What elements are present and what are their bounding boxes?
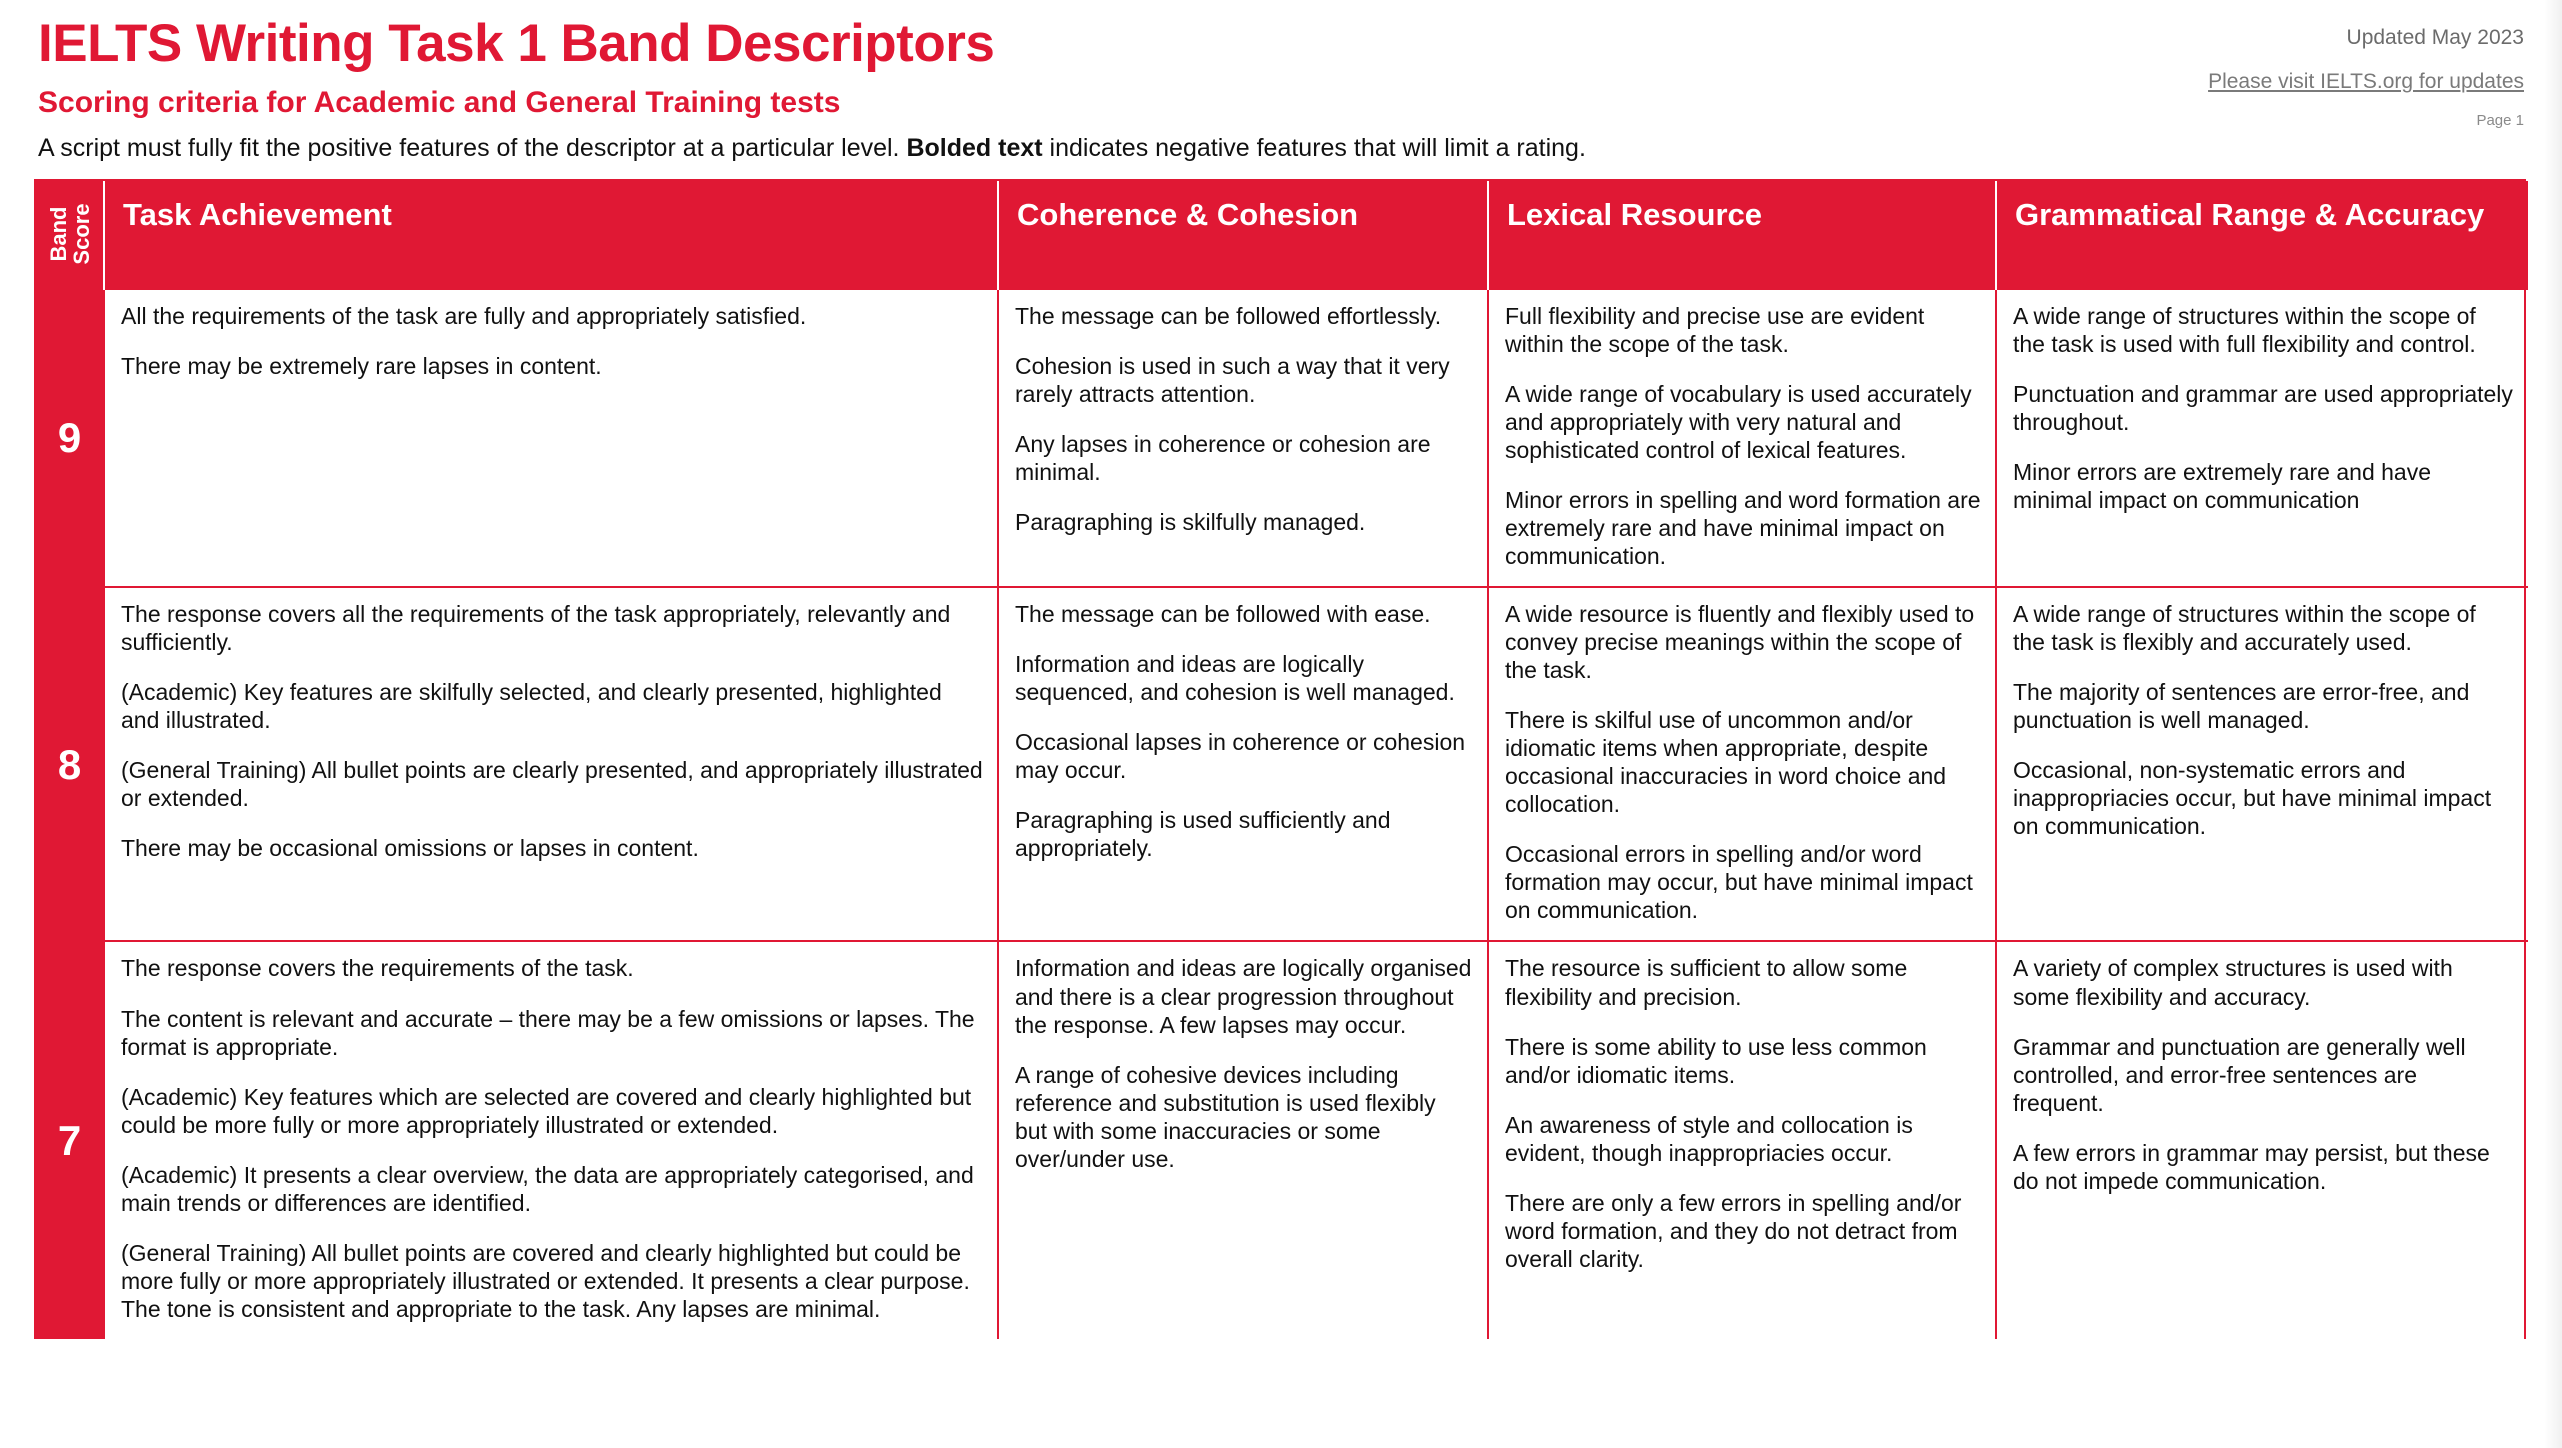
cell-coherence-cohesion — [998, 941, 1488, 1338]
table-row — [36, 941, 2528, 1338]
page-number: Page 1 — [2476, 112, 2524, 129]
intro-text-part1: A script must fully fit the positive features of the descriptor at a particular level. — [38, 133, 907, 162]
descriptor-paragraph: Occasional lapses in coherence or cohesion may occur. — [1015, 729, 1466, 784]
cell-coherence-cohesion — [998, 587, 1488, 941]
descriptor-paragraph: Punctuation and grammar are used appropriately throughout. — [2013, 380, 2513, 435]
descriptor-paragraph: (General Training) All bullet points are covered and clearly highlighted but could be more fully or more appropriately illustrated or extended. It presents a clear purpose. The tone is consistent and appropriate to the task. Any lapses are minimal. — [121, 1239, 970, 1322]
descriptor-paragraph: Minor errors are extremely rare and have minimal impact on communication — [2013, 458, 2431, 513]
cell-task-achievement — [104, 941, 998, 1338]
band-descriptors-table — [36, 181, 2528, 1339]
cell-task-achievement — [104, 289, 998, 587]
descriptor-paragraph: Minor errors in spelling and word formation are extremely rare and have minimal impact on communication. — [1505, 486, 1981, 569]
band-score-label-line2: Score — [68, 203, 94, 265]
descriptor-paragraph: There are only a few errors in spelling and/or word formation, and they do not detract from overall clarity. — [1505, 1189, 1962, 1272]
descriptor-paragraph: Occasional errors in spelling and/or word formation may occur, but have minimal impact on communication. — [1505, 841, 1973, 924]
updated-date: Updated May 2023 — [2346, 26, 2524, 49]
document-meta — [2208, 26, 2524, 129]
band-score-cell: 8 — [36, 587, 104, 941]
table-header-row — [36, 181, 2528, 289]
descriptor-paragraph: Information and ideas are logically sequenced, and cohesion is well managed. — [1015, 651, 1455, 706]
cell-task-achievement — [104, 587, 998, 941]
descriptor-paragraph: (Academic) Key features are skilfully selected, and clearly presented, highlighted and illustrated. — [121, 679, 942, 734]
descriptor-paragraph: Cohesion is used in such a way that it very rarely attracts attention. — [1015, 352, 1450, 407]
descriptor-paragraph: There may be occasional omissions or lapses in content. — [121, 835, 699, 862]
table-row — [36, 587, 2528, 941]
table-row — [36, 289, 2528, 587]
cell-lexical-resource — [1488, 941, 1996, 1338]
descriptor-paragraph: The majority of sentences are error-free, and punctuation is well managed. — [2013, 679, 2470, 734]
descriptor-paragraph: A wide range of structures within the scope of the task is used with full flexibility and control. — [2013, 302, 2476, 357]
band-score-cell: 7 — [36, 941, 104, 1338]
page-edge-shadow — [2544, 0, 2562, 1448]
column-header-task-achievement: Task Achievement — [104, 181, 998, 289]
table-body — [36, 289, 2528, 1339]
cell-grammatical-range — [1996, 941, 2528, 1338]
descriptor-paragraph: The message can be followed effortlessly. — [1015, 302, 1442, 329]
page-subtitle: Scoring criteria for Academic and General Training tests — [38, 85, 841, 119]
descriptor-paragraph: The message can be followed with ease. — [1015, 601, 1431, 628]
descriptor-paragraph: A range of cohesive devices including reference and substitution is used flexibly but with some inaccuracies or some over/under use. — [1015, 1061, 1436, 1172]
descriptor-paragraph: The response covers all the requirements of the task appropriately, relevantly and sufficiently. — [121, 601, 951, 656]
cell-grammatical-range — [1996, 587, 2528, 941]
band-score-cell: 9 — [36, 289, 104, 587]
ielts-org-link[interactable]: Please visit IELTS.org for updates — [2208, 70, 2524, 93]
page-title: IELTS Writing Task 1 Band Descriptors — [38, 14, 995, 73]
descriptor-paragraph: A wide range of vocabulary is used accurately and appropriately with very natural and sophisticated control of lexical features. — [1505, 380, 1972, 463]
descriptor-paragraph: A few errors in grammar may persist, but these do not impede communication. — [2013, 1139, 2490, 1194]
descriptor-paragraph: Full flexibility and precise use are evident within the scope of the task. — [1505, 302, 1925, 357]
descriptor-paragraph: (Academic) It presents a clear overview, the data are appropriately categorised, and main trends or differences are identified. — [121, 1161, 974, 1216]
descriptor-paragraph: Grammar and punctuation are generally well controlled, and error-free sentences are frequent. — [2013, 1033, 2466, 1116]
cell-coherence-cohesion — [998, 289, 1488, 587]
descriptor-paragraph: Any lapses in coherence or cohesion are minimal. — [1015, 430, 1431, 485]
descriptor-paragraph: The resource is sufficient to allow some flexibility and precision. — [1505, 955, 1908, 1010]
descriptor-paragraph: (Academic) Key features which are selected are covered and clearly highlighted but could be more fully or more appropriately illustrated or extended. — [121, 1083, 972, 1138]
column-header-grammatical-range: Grammatical Range & Accuracy — [1996, 181, 2528, 289]
column-header-band-score — [36, 181, 104, 289]
intro-text-bold: Bolded text — [906, 133, 1043, 162]
descriptor-paragraph: (General Training) All bullet points are clearly presented, and appropriately illustrated or extended. — [121, 757, 983, 812]
document-header — [34, 16, 2528, 163]
intro-text — [38, 133, 2528, 163]
column-header-coherence-cohesion: Coherence & Cohesion — [998, 181, 1488, 289]
descriptor-paragraph: There may be extremely rare lapses in content. — [121, 352, 602, 379]
descriptor-paragraph: An awareness of style and collocation is evident, though inappropriacies occur. — [1505, 1111, 1913, 1166]
descriptor-paragraph: A wide range of structures within the scope of the task is flexibly and accurately used. — [2013, 601, 2476, 656]
descriptor-paragraph: There is some ability to use less common and/or idiomatic items. — [1505, 1033, 1927, 1088]
band-descriptors-table-wrapper — [34, 179, 2526, 1339]
cell-lexical-resource — [1488, 587, 1996, 941]
intro-text-part2: indicates negative features that will limit a rating. — [1042, 133, 1586, 162]
descriptor-paragraph: There is skilful use of uncommon and/or idiomatic items when appropriate, despite occasional inaccuracies in word choice and collocation. — [1505, 707, 1947, 818]
descriptor-paragraph: A wide resource is fluently and flexibly used to convey precise meanings within the scope of the task. — [1505, 601, 1975, 684]
descriptor-paragraph: All the requirements of the task are fully and appropriately satisfied. — [121, 302, 807, 329]
descriptor-paragraph: A variety of complex structures is used with some flexibility and accuracy. — [2013, 955, 2453, 1010]
descriptor-paragraph: Information and ideas are logically organised and there is a clear progression throughout the response. A few lapses may occur. — [1015, 955, 1472, 1038]
cell-lexical-resource — [1488, 289, 1996, 587]
descriptor-paragraph: The response covers the requirements of the task. — [121, 955, 634, 982]
descriptor-paragraph: The content is relevant and accurate – there may be a few omissions or lapses. The format is appropriate. — [121, 1005, 975, 1060]
descriptor-paragraph: Occasional, non-systematic errors and inappropriacies occur, but have minimal impact on communication. — [2013, 757, 2492, 840]
column-header-lexical-resource: Lexical Resource — [1488, 181, 1996, 289]
band-score-label-line1: Band — [45, 206, 71, 262]
cell-grammatical-range — [1996, 289, 2528, 587]
descriptor-paragraph: Paragraphing is skilfully managed. — [1015, 508, 1366, 535]
descriptor-paragraph: Paragraphing is used sufficiently and appropriately. — [1015, 807, 1391, 862]
